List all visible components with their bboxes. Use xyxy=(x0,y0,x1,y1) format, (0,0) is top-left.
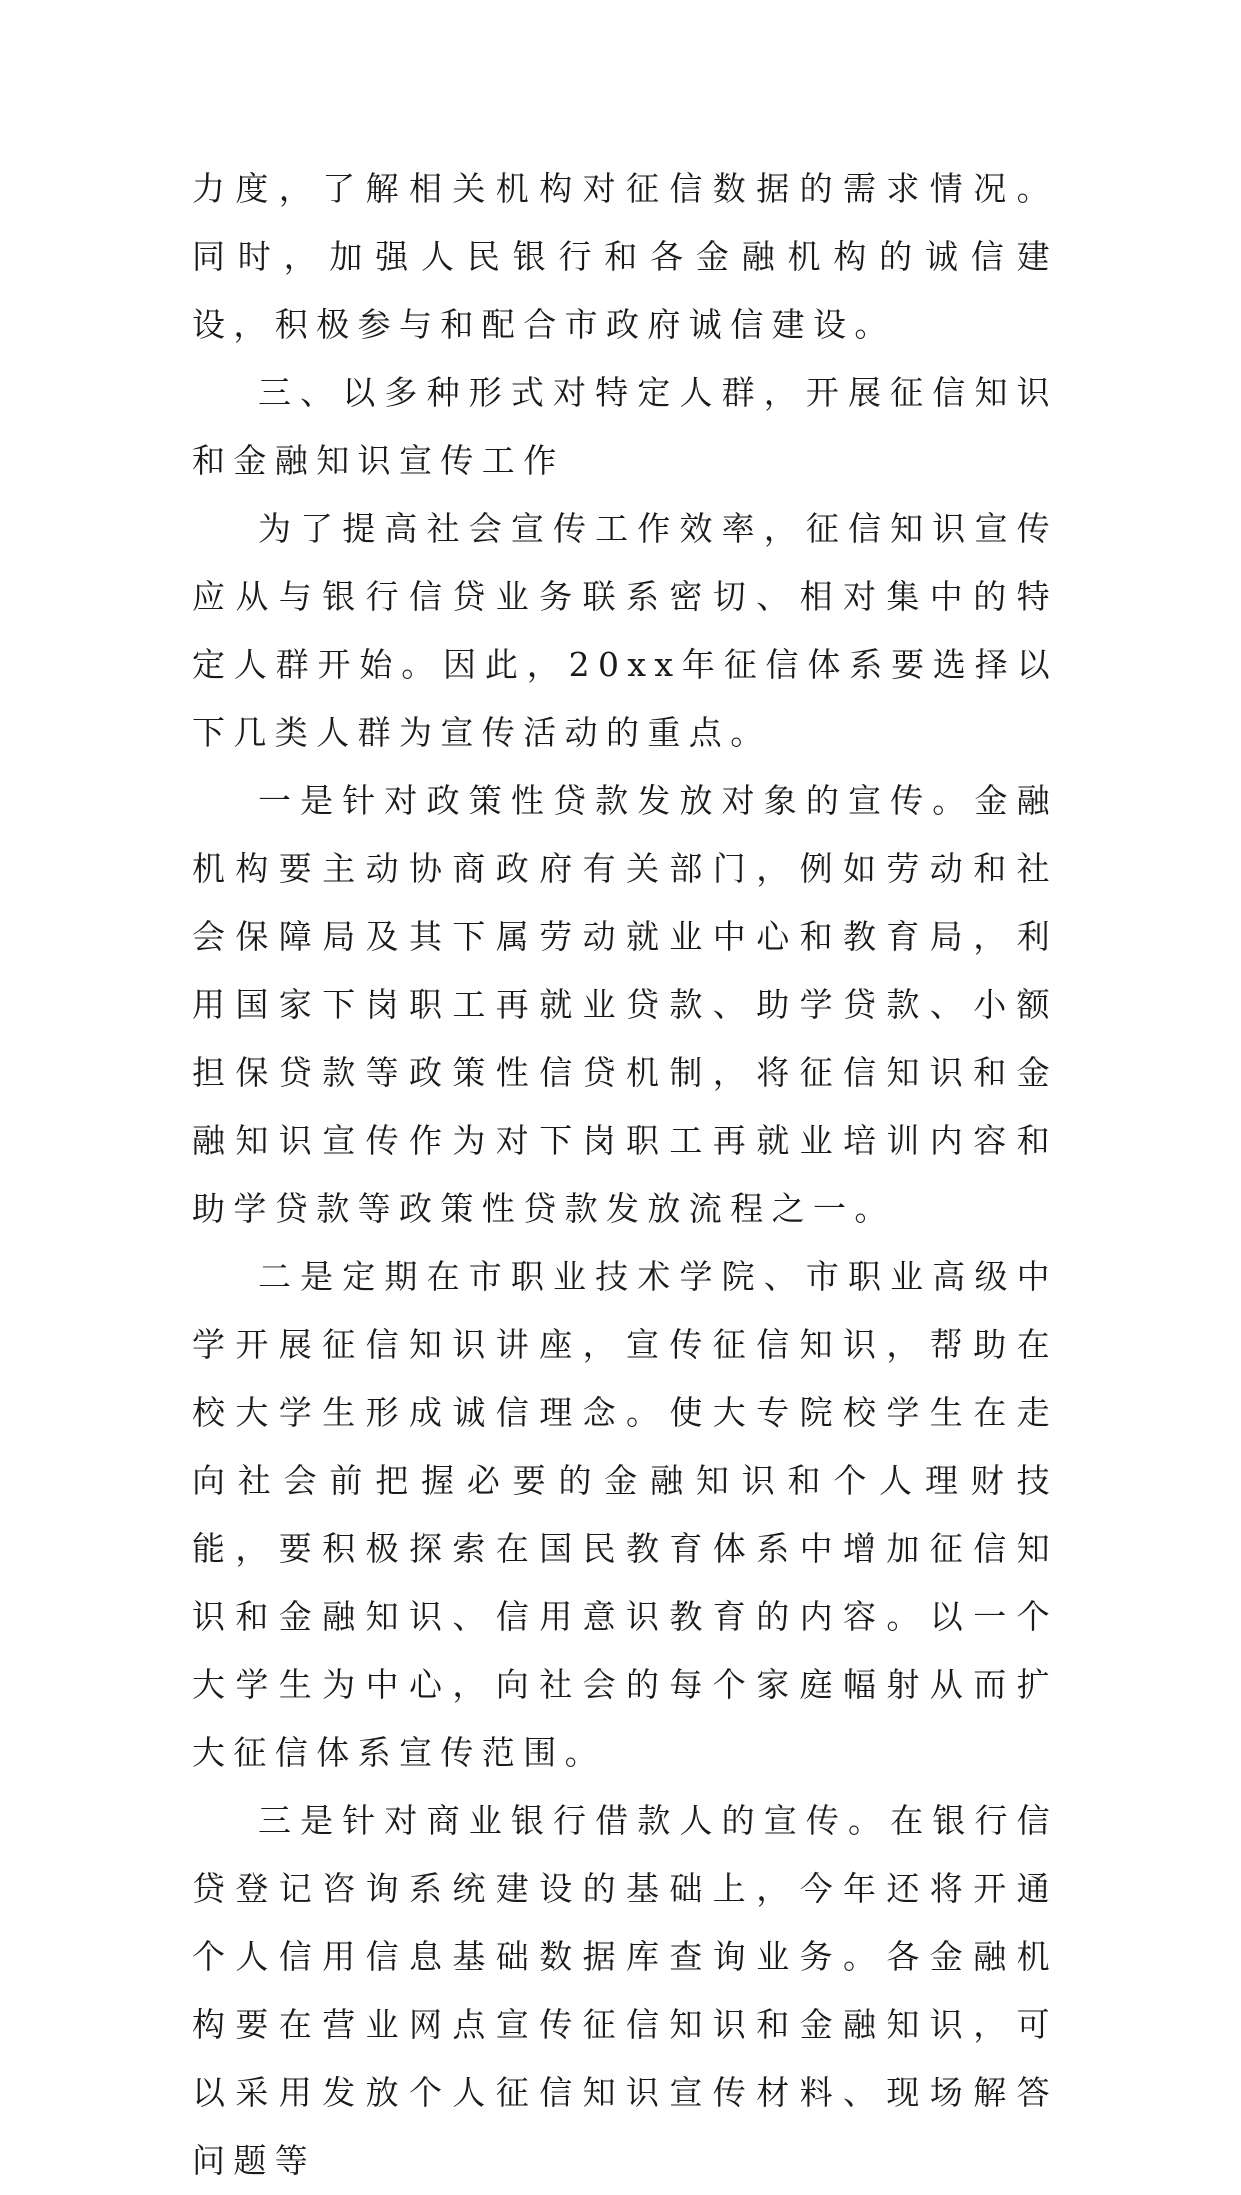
section-heading: 三、以多种形式对特定人群，开展征信知识和金融知识宣传工作 xyxy=(192,373,1058,480)
paragraph-intro: 为了提高社会宣传工作效率，征信知识宣传应从与银行信贷业务联系密切、相对集中的特定人群开始。因此，20xx年征信体系要选择以下几类人群为宣传活动的重点。 xyxy=(192,509,1058,752)
paragraph-item-3: 三是针对商业银行借款人的宣传。在银行信贷登记咨询系统建设的基础上，今年还将开通个人信用信息基础数据库查询业务。各金融机构要在营业网点宣传征信知识和金融知识，可以采用发放个人征信知识宣传材料、现场解答问题等 xyxy=(192,1801,1058,2180)
paragraph-continuation: 力度，了解相关机构对征信数据的需求情况。同时，加强人民银行和各金融机构的诚信建设，积极参与和配合市政府诚信建设。 xyxy=(192,169,1058,344)
paragraph-item-1: 一是针对政策性贷款发放对象的宣传。金融机构要主动协商政府有关部门，例如劳动和社会保障局及其下属劳动就业中心和教育局，利用国家下岗职工再就业贷款、助学贷款、小额担保贷款等政策性信贷机制，将征信知识和金融知识宣传作为对下岗职工再就业培训内容和助学贷款等政策性贷款发放流程之一。 xyxy=(192,781,1058,1228)
paragraph-item-2: 二是定期在市职业技术学院、市职业高级中学开展征信知识讲座，宣传征信知识，帮助在校大学生形成诚信理念。使大专院校学生在走向社会前把握必要的金融知识和个人理财技能，要积极探索在国民教育体系中增加征信知识和金融知识、信用意识教育的内容。以一个大学生为中心，向社会的每个家庭幅射从而扩大征信体系宣传范围。 xyxy=(192,1257,1058,1772)
document-body xyxy=(192,155,1058,2195)
